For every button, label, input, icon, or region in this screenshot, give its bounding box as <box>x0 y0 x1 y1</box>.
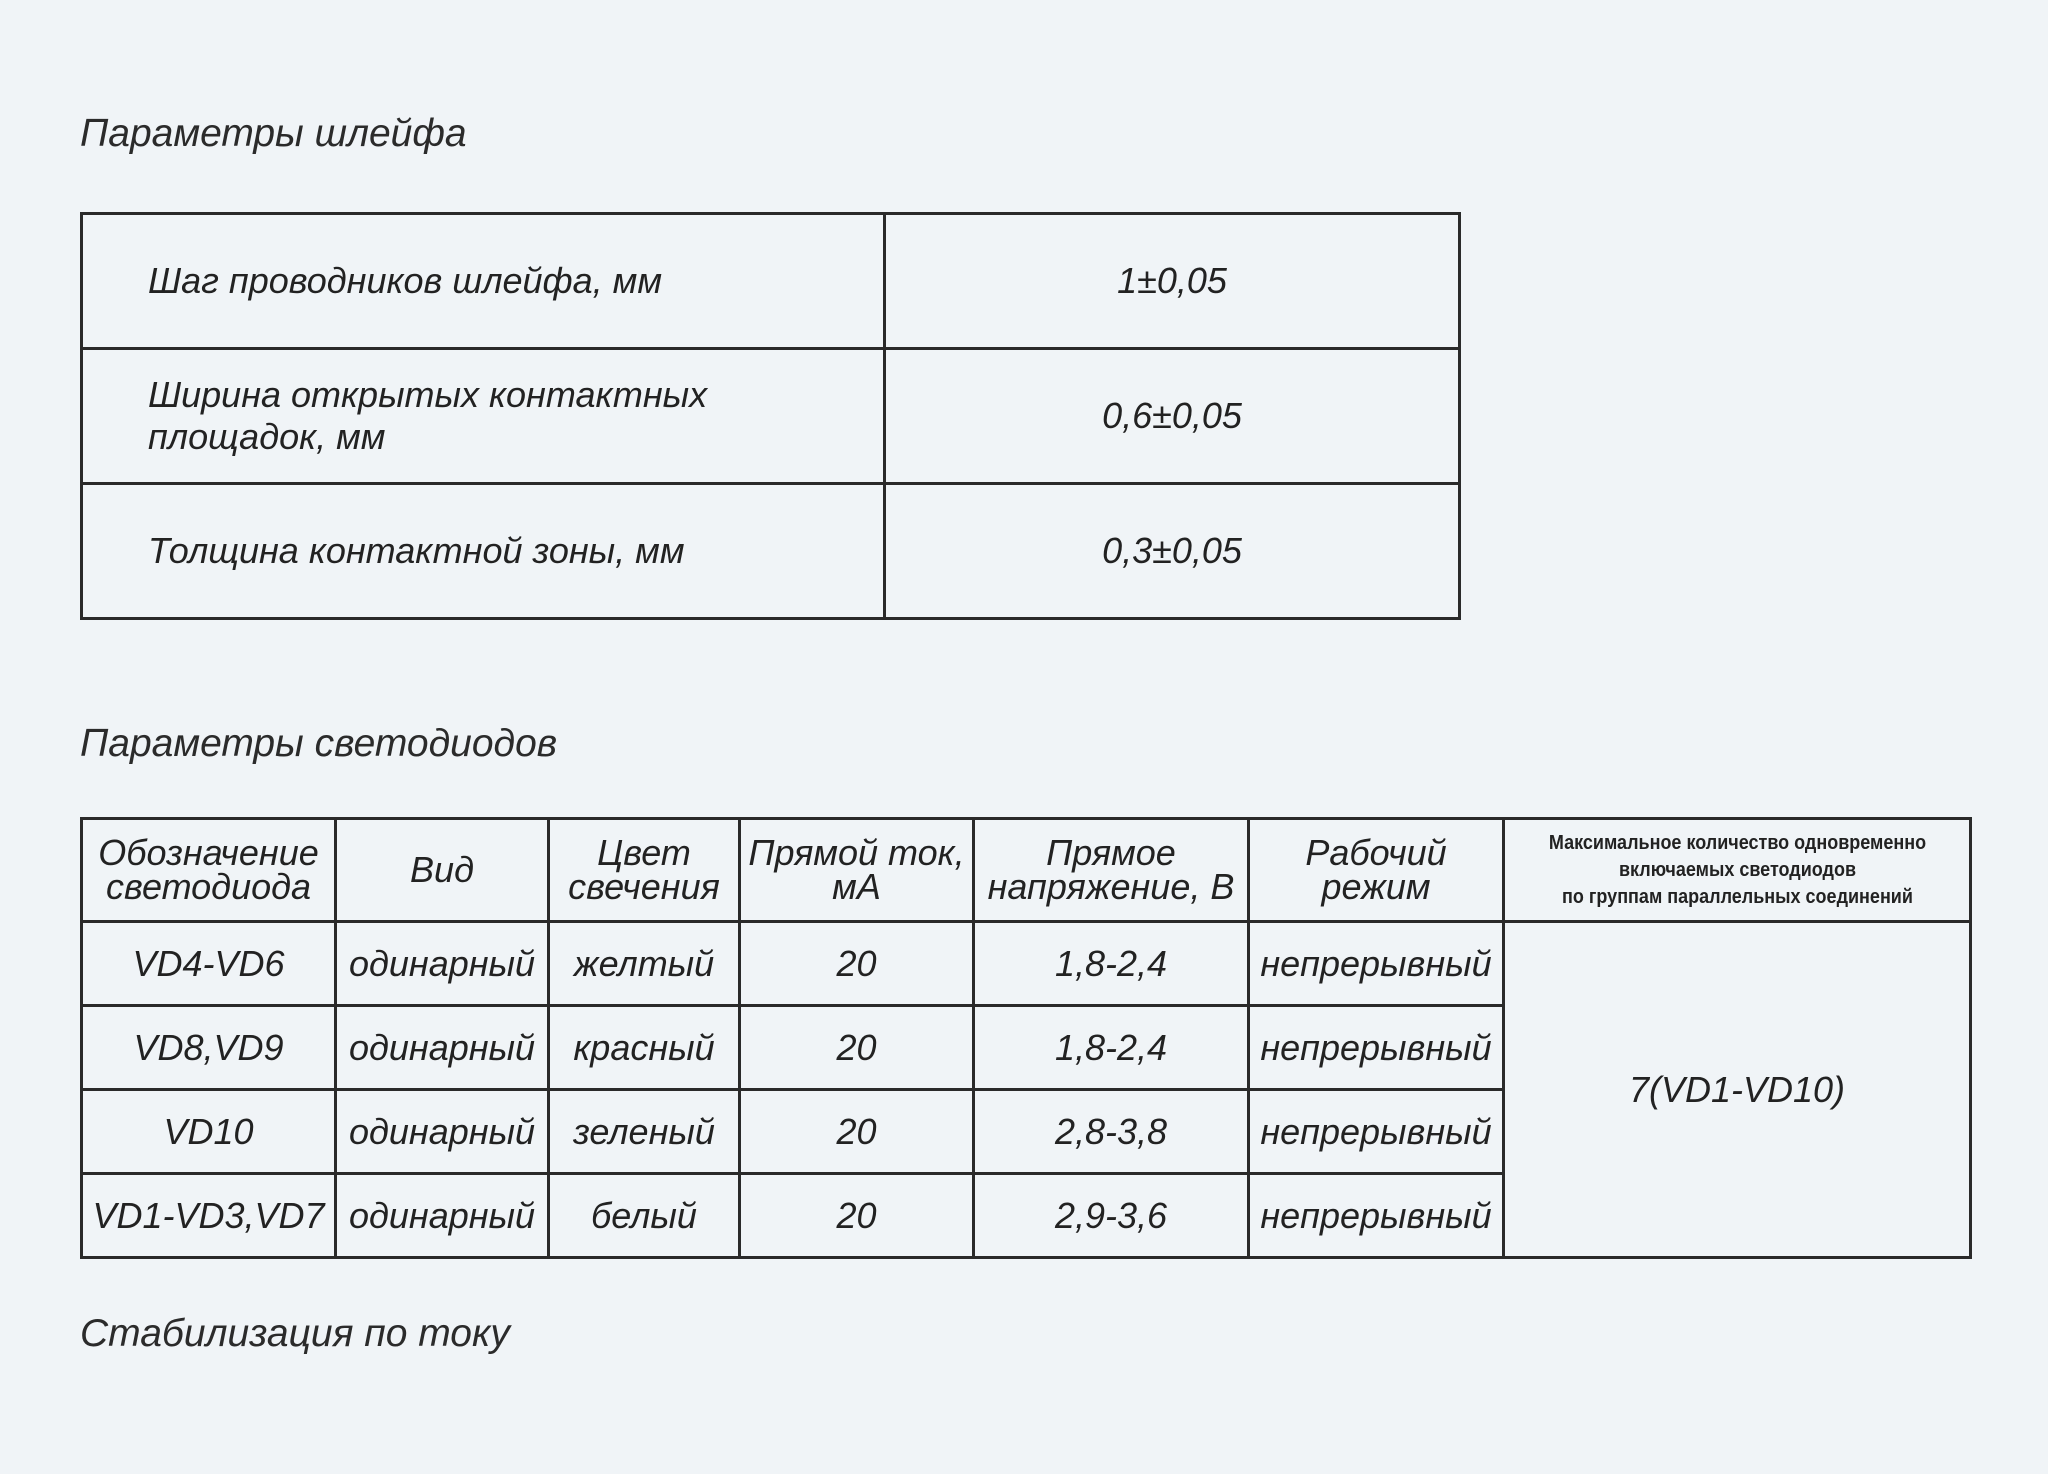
cell-color: красный <box>549 1006 740 1090</box>
header-line: Прямое <box>1046 832 1176 873</box>
cell-color: желтый <box>549 922 740 1006</box>
cell-type: одинарный <box>336 1090 549 1174</box>
cable-param-label <box>82 349 885 484</box>
cell-mode: непрерывный <box>1249 922 1504 1006</box>
cell-type: одинарный <box>336 1174 549 1258</box>
cell-voltage: 1,8-2,4 <box>974 922 1249 1006</box>
table-row <box>82 922 1971 1006</box>
header-voltage <box>974 819 1249 922</box>
header-designation <box>82 819 336 922</box>
cell-type: одинарный <box>336 1006 549 1090</box>
cell-mode: непрерывный <box>1249 1006 1504 1090</box>
header-line: Максимальное количество одновременно <box>1548 831 1926 854</box>
cell-current: 20 <box>740 1090 974 1174</box>
header-line: напряжение, В <box>987 866 1235 907</box>
cell-max-group: 7(VD1-VD10) <box>1504 922 1971 1258</box>
header-line: свечения <box>568 866 720 907</box>
cell-designation: VD8,VD9 <box>82 1006 336 1090</box>
cable-param-label-line: площадок, мм <box>148 416 386 457</box>
cell-type: одинарный <box>336 922 549 1006</box>
cell-designation: VD4-VD6 <box>82 922 336 1006</box>
header-line: по группам параллельных соединений <box>1561 885 1913 908</box>
header-type: Вид <box>336 819 549 922</box>
cell-current: 20 <box>740 1006 974 1090</box>
section-title-stabilization: Стабилизация по току <box>80 1312 510 1355</box>
header-line: Обозначение <box>98 832 319 873</box>
cell-current: 20 <box>740 922 974 1006</box>
cell-voltage: 1,8-2,4 <box>974 1006 1249 1090</box>
cell-color: зеленый <box>549 1090 740 1174</box>
section-title-leds: Параметры светодиодов <box>80 722 558 765</box>
cell-color: белый <box>549 1174 740 1258</box>
table-row <box>82 214 1460 349</box>
table-header-row <box>82 819 1971 922</box>
header-current <box>740 819 974 922</box>
header-line: Рабочий <box>1305 832 1447 873</box>
cell-mode: непрерывный <box>1249 1090 1504 1174</box>
cell-current: 20 <box>740 1174 974 1258</box>
cable-param-label: Толщина контактной зоны, мм <box>82 484 885 619</box>
cable-param-value: 0,3±0,05 <box>885 484 1460 619</box>
header-line: Прямой ток, <box>748 832 965 873</box>
cable-param-label-line: Ширина открытых контактных <box>148 374 708 415</box>
cell-mode: непрерывный <box>1249 1174 1504 1258</box>
cell-voltage: 2,8-3,8 <box>974 1090 1249 1174</box>
led-parameters-table <box>80 817 1972 1259</box>
header-line: режим <box>1321 866 1431 907</box>
header-line: светодиода <box>105 866 312 907</box>
header-line: включаемых светодиодов <box>1618 858 1856 881</box>
header-max-count <box>1527 819 1947 922</box>
table-row <box>82 484 1460 619</box>
cable-param-value: 0,6±0,05 <box>885 349 1460 484</box>
cell-designation: VD1-VD3,VD7 <box>82 1174 336 1258</box>
header-line: Цвет <box>597 832 691 873</box>
cell-voltage: 2,9-3,6 <box>974 1174 1249 1258</box>
header-color <box>549 819 740 922</box>
header-line: мА <box>832 866 881 907</box>
table-row <box>82 349 1460 484</box>
cable-param-value: 1±0,05 <box>885 214 1460 349</box>
cell-designation: VD10 <box>82 1090 336 1174</box>
section-title-cable: Параметры шлейфа <box>80 112 467 155</box>
cable-param-label: Шаг проводников шлейфа, мм <box>82 214 885 349</box>
header-mode <box>1249 819 1504 922</box>
cable-parameters-table <box>80 212 1461 620</box>
